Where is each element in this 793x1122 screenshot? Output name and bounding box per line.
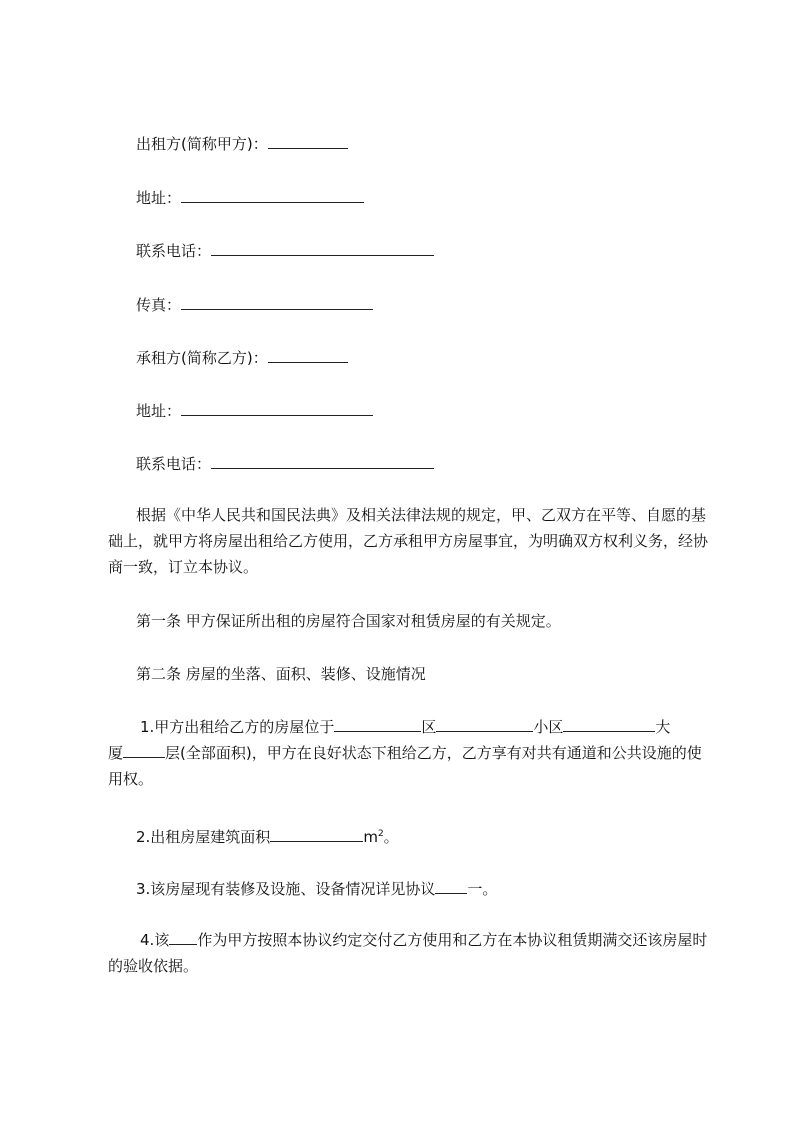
lessor-phone-label: 联系电话： — [136, 242, 212, 260]
lessee-phone-line — [136, 452, 434, 474]
area-blank[interactable] — [270, 825, 363, 842]
lessor-address-line — [136, 186, 364, 208]
lessor-fax-blank[interactable] — [181, 293, 373, 310]
item4-prefix: 4.该 — [140, 931, 170, 949]
article-2-item-1 — [108, 714, 708, 792]
article-2-item-3 — [136, 877, 497, 899]
article-2-title: 第二条 房屋的坐落、面积、装修、设施情况 — [136, 665, 426, 683]
district-label: 区 — [421, 718, 437, 736]
lessor-phone-line — [136, 239, 434, 261]
lessor-blank[interactable] — [268, 132, 348, 149]
preamble-paragraph: 根据《中华人民共和国民法典》及相关法律法规的规定，甲、乙双方在平等、自愿的基础上，就甲方将房屋出租给乙方使用，乙方承租甲方房屋事宜，为明确双方权利义务，经协商一致，订立本协议。 — [108, 506, 709, 576]
lessor-line — [136, 132, 348, 154]
floor-blank[interactable] — [123, 741, 165, 758]
area-unit-sup: 2 — [377, 829, 384, 839]
lessee-label: 承租方(简称乙方)： — [136, 349, 268, 367]
item1-rest: 层(全部面积)，甲方在良好状态下租给乙方，乙方享有对共有通道和公共设施的使用权。 — [108, 744, 702, 788]
lessor-label: 出租方(简称甲方)： — [136, 135, 268, 153]
lessor-fax-line — [136, 293, 373, 315]
lessee-phone-label: 联系电话： — [136, 455, 212, 473]
lessee-address-line — [136, 399, 373, 421]
item2-suffix: 。 — [383, 828, 399, 846]
basis-blank[interactable] — [169, 928, 197, 945]
item3-suffix: 一。 — [467, 880, 498, 898]
article-2-item-4 — [108, 927, 708, 979]
item1-prefix: 1.甲方出租给乙方的房屋位于 — [140, 718, 335, 736]
lessor-phone-blank[interactable] — [211, 239, 434, 256]
community-blank[interactable] — [563, 715, 655, 732]
building-label-a: 大 — [655, 718, 671, 736]
building-label-b: 厦 — [108, 744, 124, 762]
item4-suffix: 作为甲方按照本协议约定交付乙方使用和乙方在本协议租赁期满交还该房屋时的验收依据。 — [108, 931, 708, 975]
lessor-address-label: 地址： — [136, 189, 182, 207]
lessor-fax-label: 传真： — [136, 296, 182, 314]
location-blank[interactable] — [334, 715, 421, 732]
lessor-address-blank[interactable] — [181, 186, 364, 203]
lessee-address-label: 地址： — [136, 402, 182, 420]
lessee-blank[interactable] — [268, 346, 348, 363]
lessee-line — [136, 346, 348, 368]
item2-prefix: 2.出租房屋建筑面积 — [136, 828, 271, 846]
article-1: 第一条 甲方保证所出租的房屋符合国家对租赁房屋的有关规定。 — [136, 612, 561, 630]
article-2-item-2 — [136, 824, 399, 847]
lessee-phone-blank[interactable] — [211, 452, 434, 469]
lessee-address-blank[interactable] — [181, 399, 373, 416]
appendix-blank[interactable] — [435, 877, 467, 894]
community-label: 小区 — [533, 718, 564, 736]
district-blank[interactable] — [436, 715, 533, 732]
area-unit: m — [363, 828, 378, 846]
item3-prefix: 3.该房屋现有装修及设施、设备情况详见协议 — [136, 880, 436, 898]
